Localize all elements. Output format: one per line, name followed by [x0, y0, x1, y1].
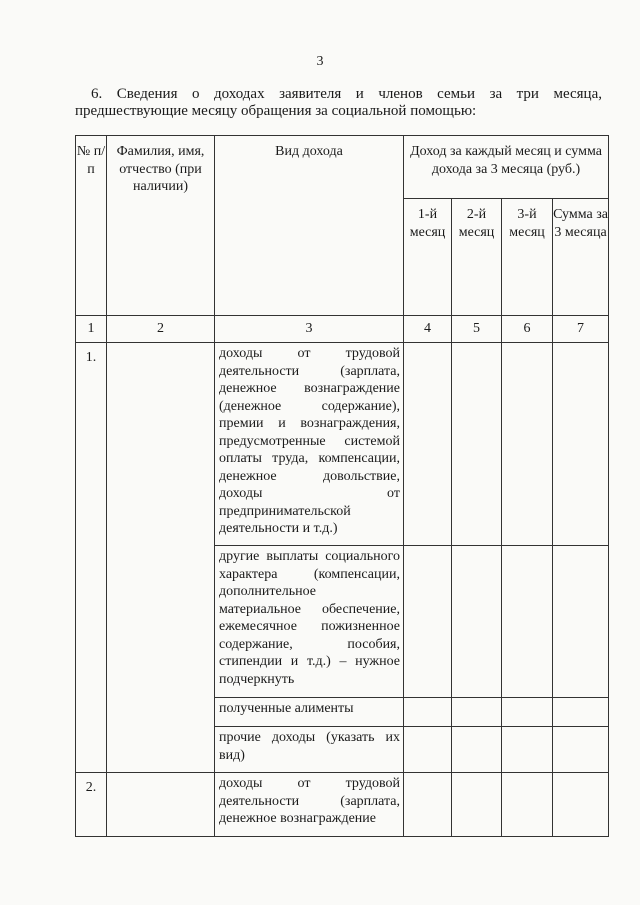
value-cell: [452, 698, 502, 727]
column-number: 6: [502, 316, 553, 343]
value-cell: [404, 727, 452, 773]
header-name: Фамилия, имя, отчество (при наличии): [107, 136, 215, 316]
table-row: [76, 343, 609, 546]
income-type-cell: доходы от трудовой деятельности (зарплата, денежное вознаграждение: [215, 773, 404, 837]
value-cell: [553, 727, 609, 773]
value-cell: [502, 727, 553, 773]
value-cell: [553, 343, 609, 546]
income-type-cell: прочие доходы (указать их вид): [215, 727, 404, 773]
value-cell: [502, 773, 553, 837]
section-heading-line-2: предшествующие месяцу обращения за социальной помощью:: [75, 103, 477, 119]
row-number: 2.: [76, 773, 107, 837]
value-cell: [404, 343, 452, 546]
header-income-group: Доход за каждый месяц и сумма дохода за 3 месяца (руб.): [404, 136, 609, 199]
header-total: Сумма за 3 месяца: [553, 199, 609, 316]
value-cell: [452, 773, 502, 837]
column-number: 2: [107, 316, 215, 343]
section-heading-line-1: 6. Сведения о доходах заявителя и членов семьи за три месяца,: [91, 86, 602, 102]
column-number: 5: [452, 316, 502, 343]
header-num: № п/п: [76, 136, 107, 316]
page-number: 3: [316, 54, 324, 69]
value-cell: [553, 773, 609, 837]
name-cell: [107, 773, 215, 837]
income-table: [75, 135, 609, 837]
value-cell: [502, 343, 553, 546]
column-number: 7: [553, 316, 609, 343]
column-number: 3: [215, 316, 404, 343]
table-row: [76, 773, 609, 837]
column-number: 1: [76, 316, 107, 343]
value-cell: [553, 546, 609, 698]
value-cell: [502, 698, 553, 727]
header-month-3: 3-й месяц: [502, 199, 553, 316]
header-month-2: 2-й месяц: [452, 199, 502, 316]
value-cell: [404, 546, 452, 698]
row-number: 1.: [76, 343, 107, 773]
header-income-type: Вид дохода: [215, 136, 404, 316]
value-cell: [452, 343, 502, 546]
income-type-cell: доходы от трудовой деятельности (зарплата, денежное вознаграждение (денежное содержание), премии и вознаграждения, предусмотренные системой оплаты труда, компенсации, денежное довольствие, доходы от предпринимательской деятельности и т.д.): [215, 343, 404, 546]
header-month-1: 1-й месяц: [404, 199, 452, 316]
value-cell: [502, 546, 553, 698]
value-cell: [452, 546, 502, 698]
value-cell: [404, 773, 452, 837]
income-type-cell: полученные алименты: [215, 698, 404, 727]
column-number-row: [76, 316, 609, 343]
value-cell: [553, 698, 609, 727]
column-number: 4: [404, 316, 452, 343]
name-cell: [107, 343, 215, 773]
income-type-cell: другие выплаты социального характера (компенсации, дополнительное материальное обеспечение, ежемесячное пожизненное содержание, пособия, стипендии и т.д.) – нужное подчеркнуть: [215, 546, 404, 698]
section-heading: [75, 86, 602, 120]
value-cell: [452, 727, 502, 773]
value-cell: [404, 698, 452, 727]
